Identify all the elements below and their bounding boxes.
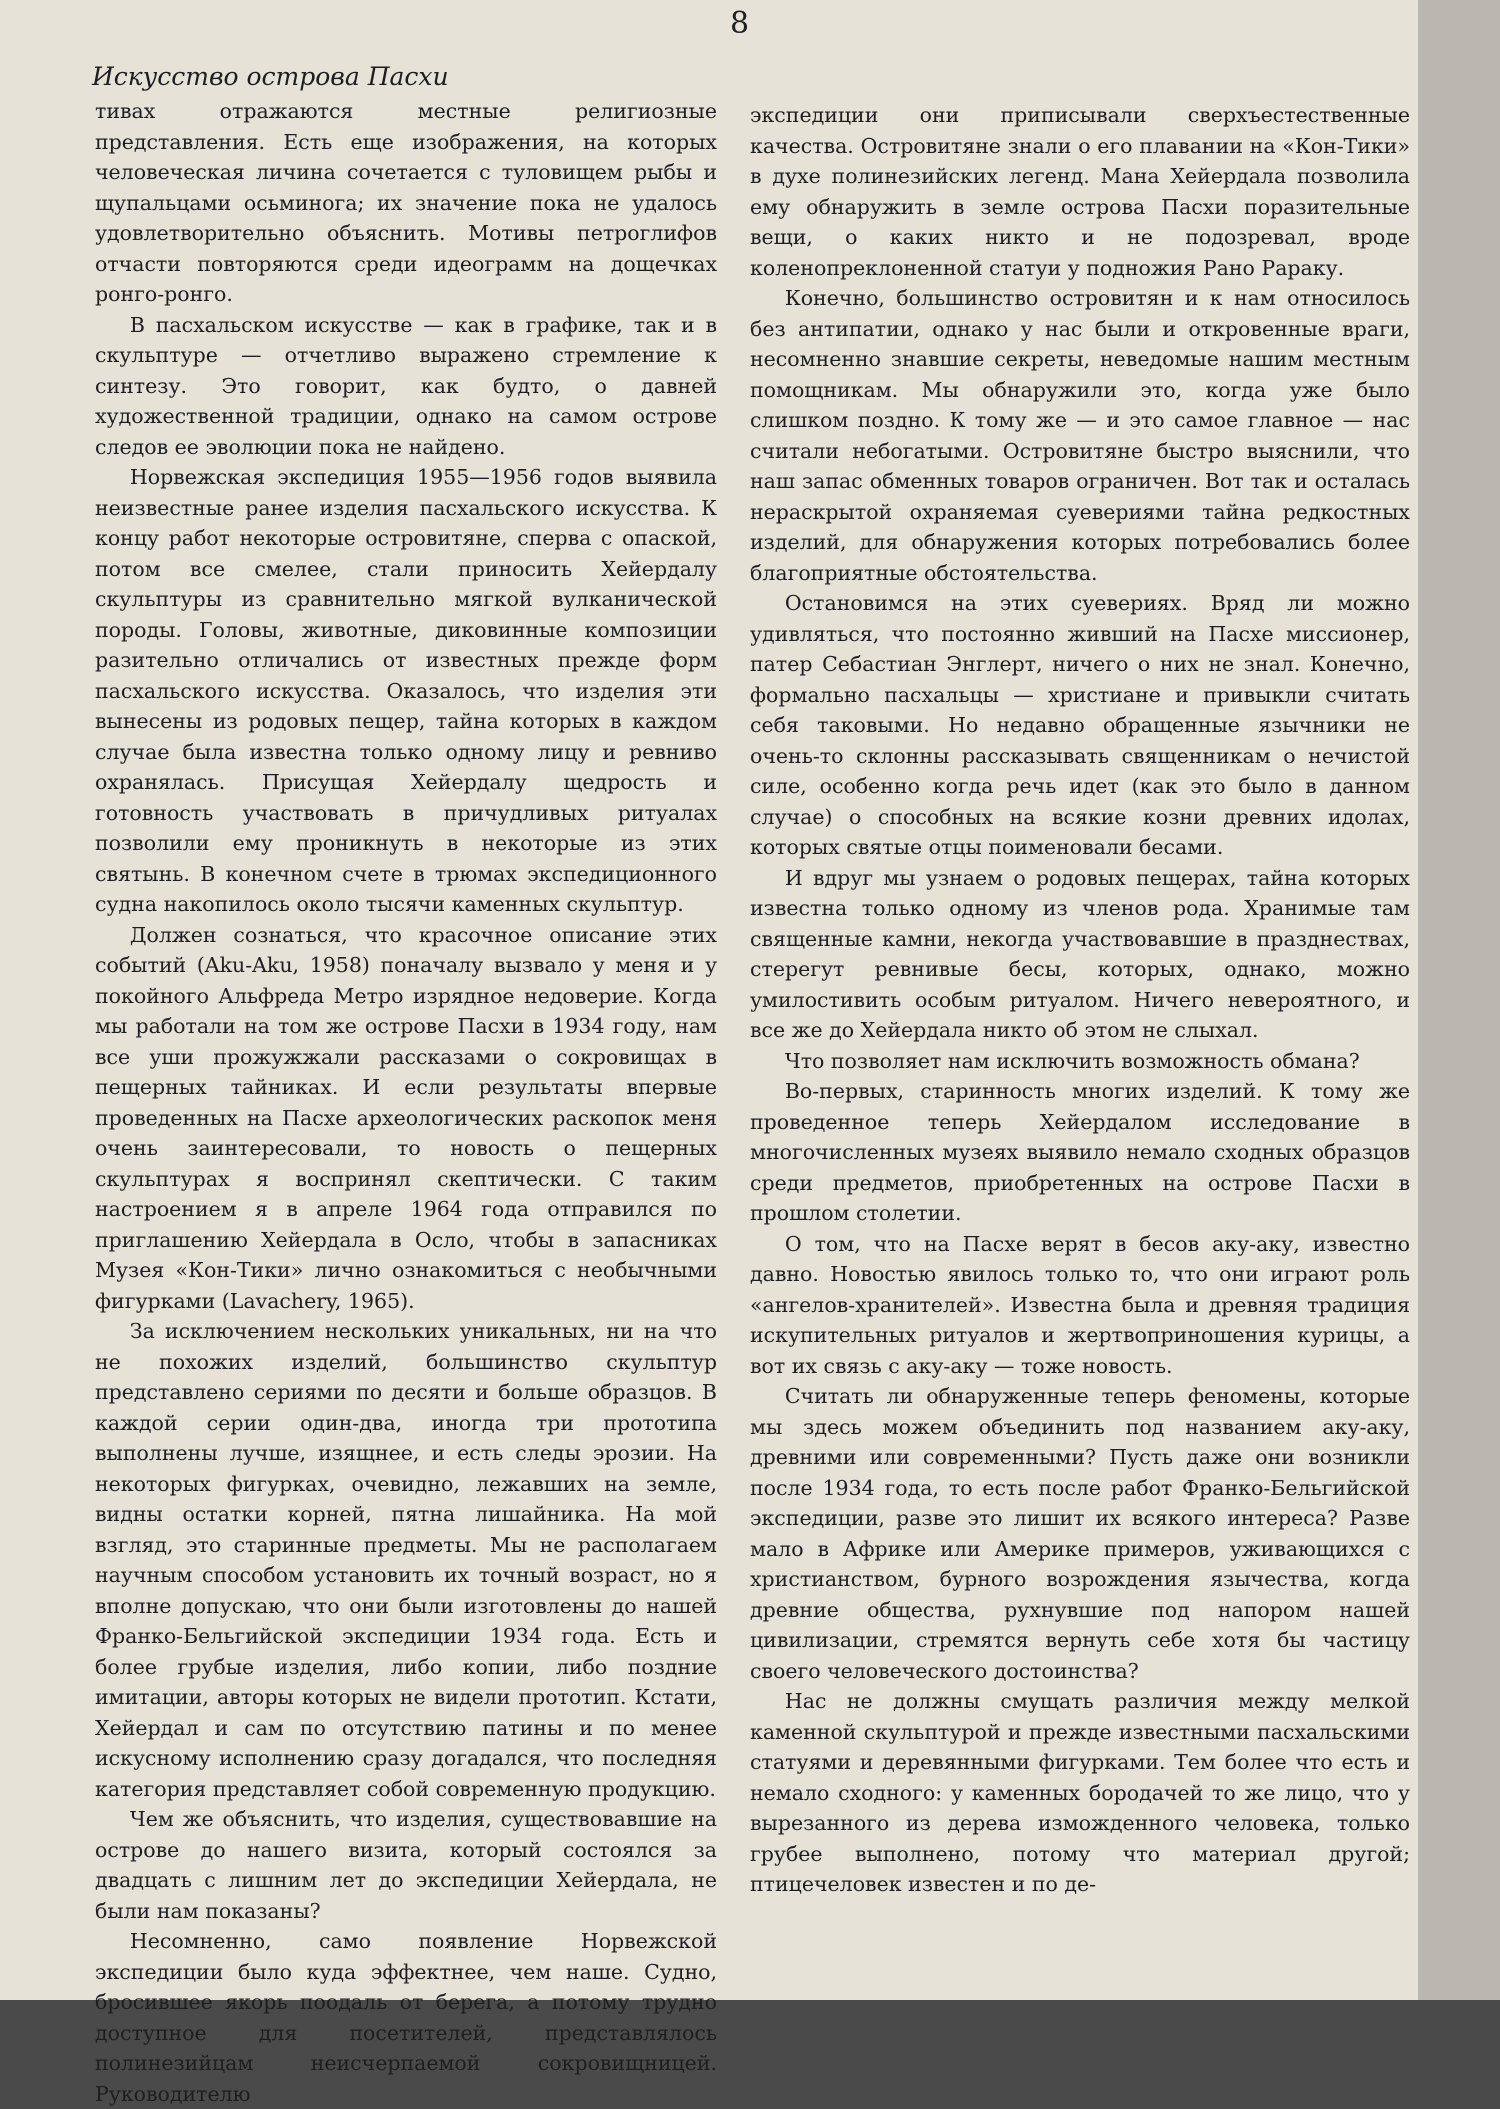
paragraph: Конечно, большинство островитян и к нам относилось без антипатии, однако у нас были и откровенные враги, несомненно знавшие секреты, неведомые нашим местным помощникам. Мы обнаружили это, когда уже было слишком поздно. К тому же — и это самое главное — нас считали небогатыми. Островитяне быстро выяснили, что наш запас обменных товаров ограничен. Вот так и осталась нераскрытой охраняемая суевериями тайна редкостных изделий, для обнаружения которых потребовались более благоприятные обстоятельства. — [750, 286, 1410, 585]
adjacent-page-edge — [1418, 0, 1500, 2000]
paragraph: экспедиции они приписывали сверхъестественные качества. Островитяне знали о его плавании на «Кон-Тики» в духе полинезийских легенд. Мана Хейердала позволила ему обнаружить в земле острова Пасхи поразительные вещи, о каких никто и не подозревал, вроде коленопреклоненной статуи у подножия Рано Рараку. — [750, 103, 1410, 280]
paragraph: Считать ли обнаруженные теперь феномены, которые мы здесь можем объединить под названием аку-аку, древними или современными? Пусть даже они возникли после 1934 года, то есть после работ Франко-Бельгийской экспедиции, разве это лишит их всякого интереса? Разве мало в Африке или Америке примеров, уживающихся с христианством, бурного возрождения язычества, когда древние общества, рухнувшие под напором нашей цивилизации, стремятся вернуть себе хотя бы частицу своего человеческого достоинства? — [750, 1384, 1410, 1683]
paragraph: Во-первых, старинность многих изделий. К тому же проведенное теперь Хейердалом исследование в многочисленных музеях выявило немало сходных образцов среди предметов, приобретенных на острове Пасхи в прошлом столетии. — [750, 1079, 1410, 1225]
paragraph: Норвежская экспедиция 1955—1956 годов выявила неизвестные ранее изделия пасхальского искусства. К концу работ некоторые островитяне, сперва с опаской, потом все смелее, стали приносить Хейердалу скульптуры из сравнительно мягкой вулканической породы. Головы, животные, диковинные композиции разительно отличались от известных прежде форм пасхальского искусства. Оказалось, что изделия эти вынесены из родовых пещер, тайна которых в каждом случае была известна только одному лицу и ревниво охранялась. Присущая Хейердалу щедрость и готовность участвовать в причудливых ритуалах позволили ему проникнуть в некоторые из этих святынь. В конечном счете в трюмах экспедиционного судна накопилось около тысячи каменных скульптур. — [95, 465, 717, 916]
paragraph: Чем же объяснить, что изделия, существовавшие на острове до нашего визита, который состоялся за двадцать с лишним лет до экспедиции Хейердала, не были нам показаны? — [95, 1807, 717, 1923]
paragraph: В пасхальском искусстве — как в графике, так и в скульптуре — отчетливо выражено стремление к синтезу. Это говорит, как будто, о давней художественной традиции, однако на самом острове следов ее эволюции пока не найдено. — [95, 312, 717, 459]
paragraph: И вдруг мы узнаем о родовых пещерах, тайна которых известна только одному из членов рода. Хранимые там священные камни, некогда участвовавшие в празднествах, стерегут ревнивые бесы, которых, однако, можно умилостивить особым ритуалом. Ничего невероятного, и все же до Хейердала никто об этом не слыхал. — [750, 865, 1410, 1042]
left-text-column — [95, 96, 717, 2109]
paragraph: За исключением нескольких уникальных, ни на что не похожих изделий, большинство скульптур представлено сериями по десяти и больше образцов. В каждой серии один-два, иногда три прототипа выполнены лучше, изящнее, и есть следы эрозии. На некоторых фигурках, очевидно, лежавших на земле, видны остатки корней, пятна лишайника. На мой взгляд, это старинные предметы. Мы не располагаем научным способом установить их точный возраст, но я вполне допускаю, что они были изготовлены до нашей Франко-Бельгийской экспедиции 1934 года. Есть и более грубые изделия, либо копии, либо поздние имитации, авторы которых не видели прототип. Кстати, Хейердал и сам по отсутствию патины и по менее искусному исполнению сразу догадался, что последняя категория представляет собой современную продукцию. — [95, 1319, 717, 1801]
paragraph: тивах отражаются местные религиозные представления. Есть еще изображения, на которых человеческая личина сочетается с туловищем рыбы и щупальцами осьминога; их значение пока не удалось удовлетворительно объяснить. Мотивы петроглифов отчасти повторяются среди идеограмм на дощечках ронго-ронго. — [95, 99, 717, 306]
paragraph: Должен сознаться, что красочное описание этих событий (Aku-Aku, 1958) поначалу вызвало у меня и у покойного Альфреда Метро изрядное недоверие. Когда мы работали на том же острове Пасхи в 1934 году, нам все уши прожужжали рассказами о сокровищах в пещерных тайниках. И если результаты впервые проведенных на Пасхе археологических раскопок меня очень заинтересовали, то новость о пещерных скульптурах я воспринял скептически. С таким настроением я в апреле 1964 года отправился по приглашению Хейердала в Осло, чтобы в запасниках Музея «Кон-Тики» лично ознакомиться с необычными фигурками (Lavachery, 1965). — [95, 922, 717, 1313]
paragraph: Остановимся на этих суевериях. Вряд ли можно удивляться, что постоянно живший на Пасхе миссионер, патер Себастиан Энглерт, ничего о них не знал. Конечно, формально пасхальцы — христиане и привыкли считать себя таковыми. Но недавно обращенные язычники не очень-то склонны рассказывать священникам о нечистой силе, особенно когда речь идет (как это было в данном случае) о способных на всякие козни древних идолах, которых святые отцы поименовали бесами. — [750, 591, 1410, 859]
running-head: Искусство острова Пасхи — [92, 62, 449, 91]
paragraph: Нас не должны смущать различия между мелкой каменной скульптурой и прежде известными пасхальскими статуями и деревянными фигурками. Тем более что есть и немало сходного: у каменных бородачей то же лицо, что у вырезанного из дерева изможденного человека, только грубее выполнено, потому что материал другой; птицечеловек известен и по де- — [750, 1689, 1410, 1896]
right-text-column — [750, 100, 1410, 1900]
paragraph: Несомненно, само появление Норвежской экспедиции было куда эффектнее, чем наше. Судно, бросившее якорь поодаль от берега, а потому трудно доступное для посетителей, представлялось полинезийцам неисчерпаемой сокровищницей. Руководителю — [95, 1929, 717, 2106]
page-number: 8 — [730, 6, 750, 41]
paragraph: Что позволяет нам исключить возможность обмана? — [784, 1048, 1360, 1073]
paragraph: О том, что на Пасхе верят в бесов аку-аку, известно давно. Новостью явилось только то, что они играют роль «ангелов-хранителей». Известна была и древняя традиция искупительных ритуалов и жертвоприношения курицы, а вот их связь с аку-аку — тоже новость. — [750, 1231, 1410, 1378]
